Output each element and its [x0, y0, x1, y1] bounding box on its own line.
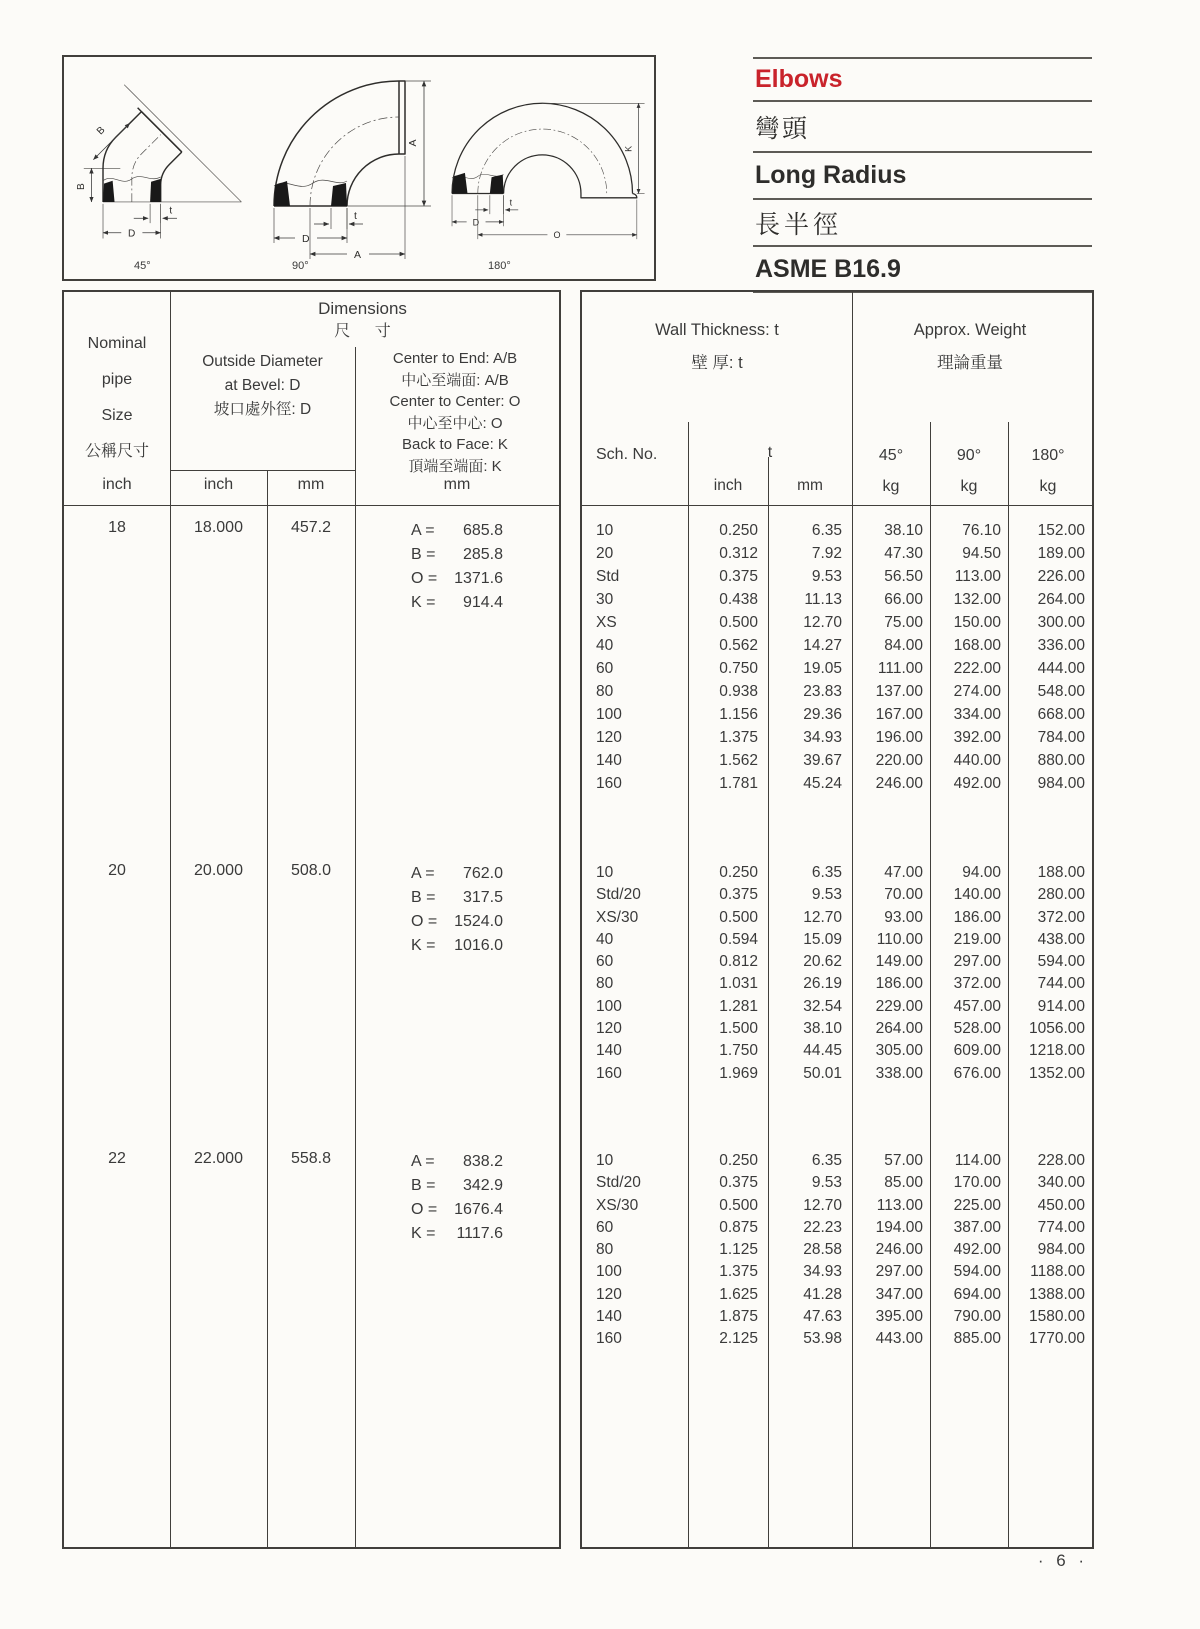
sch-no-value: 100 [596, 997, 622, 1015]
od-mm-value: 457.2 [290, 519, 332, 536]
title-line: Elbows [753, 57, 1092, 100]
weight-45-value: 38.10 [884, 522, 923, 539]
weight-45-value: 196.00 [875, 729, 923, 746]
sch-no-value: 80 [596, 1241, 614, 1259]
od-mm-value: 558.8 [290, 1150, 332, 1167]
t-mm-value: 11.13 [804, 591, 842, 608]
t-mm-value: 41.28 [803, 1285, 842, 1303]
weight-45-value: 246.00 [875, 775, 923, 792]
weight-180-value: 300.00 [1037, 614, 1085, 631]
weight-45-value: 111.00 [877, 660, 923, 677]
unit-nominal: inch [102, 476, 132, 493]
weight-45-value: 113.00 [876, 1196, 923, 1214]
sch-no-value: Std/20 [596, 886, 641, 904]
schedule-row [582, 1150, 1092, 1172]
angle-90-header: 90° kg [956, 447, 982, 495]
t-inch-value: 0.375 [719, 1174, 758, 1192]
weight-180-value: 1352.00 [1028, 1064, 1085, 1082]
weight-90-value: 885.00 [953, 1330, 1001, 1348]
weight-180-value: 984.00 [1037, 1241, 1085, 1259]
t-inch-value: 1.156 [719, 706, 758, 723]
t-inch-value: 1.500 [719, 1020, 758, 1038]
t-mm-value: 22.23 [803, 1218, 842, 1236]
title-line: Long Radius [753, 151, 1092, 198]
sch-no-value: 20 [596, 545, 614, 562]
dimensions-table [62, 290, 561, 1549]
t-mm-value: 9.53 [811, 1174, 842, 1192]
sch-no-value: 80 [596, 683, 614, 700]
center-to-end-header: Center to End: A/B 中心至端面: A/B Center to Center: O 中心至中心: O Back to Face: K 頂端至端面: K [389, 350, 521, 475]
sch-no-value: XS/30 [596, 908, 639, 926]
weight-45-value: 57.00 [884, 1152, 923, 1169]
unit-dims-mm: mm [443, 476, 471, 493]
size-section [64, 1142, 559, 1547]
od-inch-value: 20.000 [194, 862, 243, 879]
weight-180-value: 914.00 [1037, 997, 1085, 1015]
sch-no-value: Std/20 [596, 1174, 641, 1192]
weight-45-value: 186.00 [875, 975, 923, 993]
dimension-line: B = 285.8 [411, 546, 503, 563]
t-inch-value: 1.281 [719, 997, 758, 1015]
weight-180-value: 594.00 [1037, 953, 1085, 971]
dimension-line: A = 685.8 [411, 522, 503, 539]
weight-90-value: 492.00 [953, 1241, 1001, 1259]
sch-no-value: XS/30 [596, 1196, 639, 1214]
t-mm-value: 29.36 [803, 706, 842, 723]
sch-no-value: 100 [596, 706, 622, 723]
schedule-row [582, 951, 1092, 973]
weight-45-value: 229.00 [875, 997, 923, 1015]
sch-no-header: Sch. No. [596, 446, 658, 463]
weight-180-value: 548.00 [1037, 683, 1085, 700]
t-mm-value: 23.83 [803, 683, 842, 700]
dim-label-t: t [509, 197, 513, 208]
t-inch-value: 0.812 [719, 953, 758, 971]
weight-90-value: 492.00 [953, 775, 1001, 792]
t-mm-value: 47.63 [803, 1308, 842, 1326]
sch-no-value: 100 [596, 1263, 622, 1281]
dimension-line: K = 914.4 [411, 594, 503, 611]
weight-45-value: 347.00 [875, 1285, 923, 1303]
schedule-row [582, 1328, 1092, 1350]
schedule-row [582, 907, 1092, 929]
t-inch-value: 1.562 [719, 752, 758, 769]
sch-no-value: 140 [596, 1042, 622, 1060]
weight-180-value: 189.00 [1037, 545, 1085, 562]
nominal-size-value: 22 [108, 1150, 126, 1167]
sch-no-value: XS [596, 614, 617, 631]
sch-no-value: 40 [596, 930, 614, 948]
sch-no-value: 140 [596, 752, 622, 769]
dimension-line: A = 838.2 [411, 1153, 503, 1170]
t-mm-value: 6.35 [811, 864, 842, 881]
schedule-row [582, 1261, 1092, 1283]
t-mm-value: 50.01 [803, 1064, 842, 1082]
schedule-row [582, 1063, 1092, 1085]
sch-no-value: 40 [596, 637, 614, 654]
unit-od-inch: inch [203, 476, 234, 493]
schedule-row [582, 749, 1092, 772]
schedule-row [582, 726, 1092, 749]
weight-180-value: 880.00 [1037, 752, 1085, 769]
weight-45-value: 167.00 [875, 706, 923, 723]
caption-45: 45° [134, 260, 151, 272]
weight-45-value: 84.00 [884, 637, 923, 654]
t-inch-value: 1.875 [719, 1308, 758, 1326]
title-block [753, 57, 1092, 293]
dimension-line: B = 317.5 [411, 889, 503, 906]
schedule-row [582, 1284, 1092, 1306]
elbow-90-drawing [259, 71, 439, 266]
sch-no-value: 160 [596, 1330, 622, 1348]
nominal-size-header: Nominal pipe Size 公稱尺寸 [84, 335, 149, 460]
weight-90-value: 114.00 [954, 1152, 1001, 1169]
sch-no-value: 10 [596, 1152, 614, 1169]
t-mm-value: 19.05 [803, 660, 842, 677]
t-inch-value: 0.250 [719, 864, 758, 881]
dimension-values [355, 1150, 559, 1246]
weight-90-value: 609.00 [953, 1042, 1001, 1060]
weight-45-value: 75.00 [884, 614, 923, 631]
weight-90-value: 372.00 [953, 975, 1001, 993]
schedule-row [582, 1195, 1092, 1217]
dim-label-a-horizontal: A [354, 249, 362, 261]
unit-t-inch: inch [713, 477, 743, 494]
nominal-size-value: 18 [108, 519, 126, 536]
dimension-line: O = 1524.0 [411, 913, 503, 930]
t-inch-value: 1.375 [719, 729, 758, 746]
weight-45-value: 85.00 [884, 1174, 923, 1192]
t-header: t [767, 444, 773, 461]
t-mm-value: 32.54 [803, 997, 842, 1015]
dim-label-b-diagonal: B [94, 124, 108, 138]
weight-180-value: 372.00 [1037, 908, 1085, 926]
weight-90-value: 392.00 [953, 729, 1001, 746]
t-mm-value: 20.62 [803, 953, 842, 971]
dim-label-o: O [553, 230, 561, 241]
weight-45-value: 149.00 [875, 953, 923, 971]
weight-45-value: 443.00 [875, 1330, 923, 1348]
t-inch-value: 0.750 [719, 660, 758, 677]
elbow-diagrams-box [62, 55, 656, 281]
sch-no-value: 120 [596, 729, 622, 746]
weight-180-value: 228.00 [1037, 1152, 1085, 1169]
weight-90-value: 170.00 [953, 1174, 1001, 1192]
weight-45-value: 47.00 [884, 864, 923, 881]
dimension-line: K = 1117.6 [411, 1225, 503, 1242]
unit-t-mm: mm [797, 477, 823, 494]
weight-180-value: 188.00 [1037, 864, 1085, 881]
schedule-row [582, 611, 1092, 634]
weight-90-value: 150.00 [953, 614, 1001, 631]
od-inch-value: 22.000 [194, 1150, 243, 1167]
weight-45-value: 70.00 [884, 886, 923, 904]
t-mm-value: 9.53 [811, 568, 842, 585]
weight-90-value: 113.00 [954, 568, 1001, 585]
approx-weight-header: Approx. Weight 理論重量 [913, 321, 1027, 372]
weight-180-value: 1388.00 [1028, 1285, 1085, 1303]
weight-180-value: 450.00 [1037, 1196, 1085, 1214]
schedule-row [582, 973, 1092, 995]
t-inch-value: 0.562 [719, 637, 758, 654]
page-number: · 6 · [1037, 1551, 1089, 1570]
t-mm-value: 34.93 [803, 1263, 842, 1281]
t-inch-value: 1.969 [719, 1064, 758, 1082]
schedule-row [582, 680, 1092, 703]
schedule-row [582, 519, 1092, 542]
weight-90-value: 222.00 [953, 660, 1001, 677]
od-inch-value: 18.000 [194, 519, 243, 536]
weight-90-value: 528.00 [953, 1020, 1001, 1038]
t-mm-value: 15.09 [803, 930, 842, 948]
weight-90-value: 676.00 [953, 1064, 1001, 1082]
t-mm-value: 7.92 [811, 545, 842, 562]
weight-180-value: 1580.00 [1028, 1308, 1085, 1326]
sch-no-value: 120 [596, 1020, 622, 1038]
t-mm-value: 34.93 [803, 729, 842, 746]
size-section [64, 854, 559, 1142]
dimension-line: K = 1016.0 [411, 937, 503, 954]
t-inch-value: 0.438 [719, 591, 758, 608]
t-inch-value: 0.500 [719, 1196, 758, 1214]
schedule-row [582, 1018, 1092, 1040]
dim-label-a-vertical: A [407, 139, 419, 147]
dim-label-t: t [354, 210, 357, 222]
schedule-rows [582, 505, 1092, 1547]
sch-no-value: 10 [596, 864, 614, 881]
t-mm-value: 45.24 [803, 775, 842, 792]
sch-no-value: 60 [596, 1218, 614, 1236]
t-inch-value: 0.250 [719, 522, 758, 539]
weight-180-value: 280.00 [1037, 886, 1085, 904]
t-inch-value: 1.625 [719, 1285, 758, 1303]
weight-180-value: 744.00 [1037, 975, 1085, 993]
weight-90-value: 225.00 [953, 1196, 1001, 1214]
sch-no-value: 30 [596, 591, 614, 608]
schedule-row [582, 772, 1092, 795]
weight-45-value: 93.00 [884, 908, 923, 926]
weight-90-value: 132.00 [953, 591, 1001, 608]
weight-90-value: 140.00 [953, 886, 1001, 904]
weight-45-value: 47.30 [884, 545, 923, 562]
t-mm-value: 39.67 [803, 752, 842, 769]
schedule-row [582, 996, 1092, 1018]
schedule-section [582, 505, 1092, 854]
t-mm-value: 9.53 [811, 886, 842, 904]
sch-no-value: 60 [596, 660, 614, 677]
weight-180-value: 1056.00 [1028, 1020, 1085, 1038]
size-section [64, 505, 559, 854]
schedule-row [582, 634, 1092, 657]
dim-label-d: D [302, 233, 310, 245]
weight-45-value: 297.00 [875, 1263, 923, 1281]
t-mm-value: 38.10 [803, 1020, 842, 1038]
sch-no-value: Std [596, 568, 620, 585]
weight-45-value: 338.00 [875, 1064, 923, 1082]
t-inch-value: 0.375 [719, 886, 758, 904]
t-mm-value: 6.35 [811, 1152, 842, 1169]
t-mm-value: 14.27 [803, 637, 842, 654]
weight-180-value: 774.00 [1037, 1218, 1085, 1236]
angle-180-header: 180° kg [1031, 447, 1065, 495]
schedule-section [582, 1142, 1092, 1547]
wall-thickness-header: Wall Thickness: t 壁 厚: t [655, 321, 779, 372]
dimension-line: B = 342.9 [411, 1177, 503, 1194]
elbow-45-drawing [76, 77, 254, 250]
dimension-line: A = 762.0 [411, 865, 503, 882]
caption-180: 180° [488, 260, 511, 272]
t-inch-value: 0.250 [719, 1152, 758, 1169]
weight-180-value: 444.00 [1037, 660, 1085, 677]
schedule-row [582, 588, 1092, 611]
angle-45-header: 45° kg [878, 447, 904, 495]
weight-180-value: 226.00 [1037, 568, 1085, 585]
sch-no-value: 140 [596, 1308, 622, 1326]
weight-90-value: 274.00 [953, 683, 1001, 700]
t-inch-value: 1.031 [719, 975, 758, 993]
sch-no-value: 160 [596, 1064, 622, 1082]
dim-label-d: D [127, 228, 136, 240]
schedule-row [582, 1239, 1092, 1261]
sch-no-value: 80 [596, 975, 614, 993]
od-mm-value: 508.0 [290, 862, 332, 879]
schedule-row [582, 862, 1092, 884]
weight-45-value: 305.00 [875, 1042, 923, 1060]
t-inch-value: 0.500 [719, 614, 758, 631]
t-mm-value: 12.70 [803, 1196, 842, 1214]
t-mm-value: 6.35 [811, 522, 842, 539]
weight-180-value: 264.00 [1037, 591, 1085, 608]
t-inch-value: 1.375 [719, 1263, 758, 1281]
t-inch-value: 0.375 [719, 568, 758, 585]
weight-180-value: 438.00 [1037, 930, 1085, 948]
title-line: ASME B16.9 [753, 245, 1092, 293]
weight-45-value: 194.00 [875, 1218, 923, 1236]
nominal-size-value: 20 [108, 862, 126, 879]
weight-90-value: 387.00 [953, 1218, 1001, 1236]
schedule-row [582, 1217, 1092, 1239]
weight-45-value: 246.00 [875, 1241, 923, 1259]
dimensions-rows [64, 505, 559, 1547]
weight-45-value: 264.00 [875, 1020, 923, 1038]
t-inch-value: 1.750 [719, 1042, 758, 1060]
schedule-section [582, 854, 1092, 1142]
t-mm-value: 12.70 [803, 614, 842, 631]
title-line: 長半徑 [753, 198, 1092, 245]
t-inch-value: 0.500 [719, 908, 758, 926]
weight-90-value: 94.50 [962, 545, 1001, 562]
t-inch-value: 0.594 [719, 930, 758, 948]
weight-90-value: 790.00 [953, 1308, 1001, 1326]
weight-90-value: 94.00 [962, 864, 1001, 881]
sch-no-value: 120 [596, 1285, 622, 1303]
weight-90-value: 219.00 [953, 930, 1001, 948]
weight-45-value: 66.00 [884, 591, 923, 608]
weight-90-value: 76.10 [962, 522, 1001, 539]
schedule-row [582, 1040, 1092, 1062]
weight-90-value: 457.00 [953, 997, 1001, 1015]
title-line: 彎頭 [753, 100, 1092, 151]
t-inch-value: 0.875 [719, 1218, 758, 1236]
dim-label-k: K [623, 145, 634, 152]
t-mm-value: 44.45 [803, 1042, 842, 1060]
t-inch-value: 0.312 [719, 545, 758, 562]
elbow-180-drawing [446, 73, 648, 241]
weight-180-value: 336.00 [1037, 637, 1085, 654]
weight-90-value: 334.00 [953, 706, 1001, 723]
weight-45-value: 110.00 [876, 930, 923, 948]
t-inch-value: 0.938 [719, 683, 758, 700]
weight-90-value: 186.00 [953, 908, 1001, 926]
sch-no-value: 10 [596, 522, 614, 539]
sch-no-value: 160 [596, 775, 622, 792]
weight-45-value: 220.00 [875, 752, 923, 769]
weight-90-value: 694.00 [953, 1285, 1001, 1303]
t-inch-value: 1.781 [719, 775, 758, 792]
schedule-row [582, 884, 1092, 906]
caption-90: 90° [292, 260, 309, 272]
weight-45-value: 137.00 [875, 683, 923, 700]
weight-180-value: 668.00 [1037, 706, 1085, 723]
weight-90-value: 168.00 [953, 637, 1001, 654]
dimension-values [355, 862, 559, 958]
sch-no-value: 60 [596, 953, 614, 971]
schedule-row [582, 703, 1092, 726]
weight-45-value: 56.50 [884, 568, 923, 585]
dimension-line: O = 1371.6 [411, 570, 503, 587]
weight-45-value: 395.00 [875, 1308, 923, 1326]
weight-90-value: 594.00 [953, 1263, 1001, 1281]
weight-180-value: 152.00 [1037, 522, 1085, 539]
t-mm-value: 53.98 [803, 1330, 842, 1348]
weight-90-value: 440.00 [953, 752, 1001, 769]
weight-90-value: 297.00 [953, 953, 1001, 971]
schedule-row [582, 657, 1092, 680]
dimension-values [355, 519, 559, 615]
dimensions-header: Dimensions 尺 寸 [318, 299, 407, 340]
weight-180-value: 340.00 [1037, 1174, 1085, 1192]
t-mm-value: 28.58 [803, 1241, 842, 1259]
weight-180-value: 984.00 [1037, 775, 1085, 792]
schedule-row [582, 1306, 1092, 1328]
weight-180-value: 1188.00 [1030, 1263, 1085, 1281]
schedule-row [582, 929, 1092, 951]
schedule-row [582, 565, 1092, 588]
schedule-table [580, 290, 1094, 1549]
t-mm-value: 26.19 [803, 975, 842, 993]
dim-label-d: D [472, 217, 480, 228]
schedule-row [582, 542, 1092, 565]
unit-od-mm: mm [297, 476, 325, 493]
weight-180-value: 1770.00 [1028, 1330, 1085, 1348]
dim-label-t: t [169, 205, 173, 217]
outside-diameter-header: Outside Diameter at Bevel: D 坡口處外徑: D [202, 353, 323, 418]
weight-180-value: 1218.00 [1028, 1042, 1085, 1060]
weight-180-value: 784.00 [1037, 729, 1085, 746]
schedule-row [582, 1172, 1092, 1194]
t-inch-value: 1.125 [719, 1241, 758, 1259]
dimension-line: O = 1676.4 [411, 1201, 503, 1218]
t-mm-value: 12.70 [803, 908, 842, 926]
t-inch-value: 2.125 [719, 1330, 758, 1348]
dim-label-b-vertical: B [76, 183, 87, 190]
